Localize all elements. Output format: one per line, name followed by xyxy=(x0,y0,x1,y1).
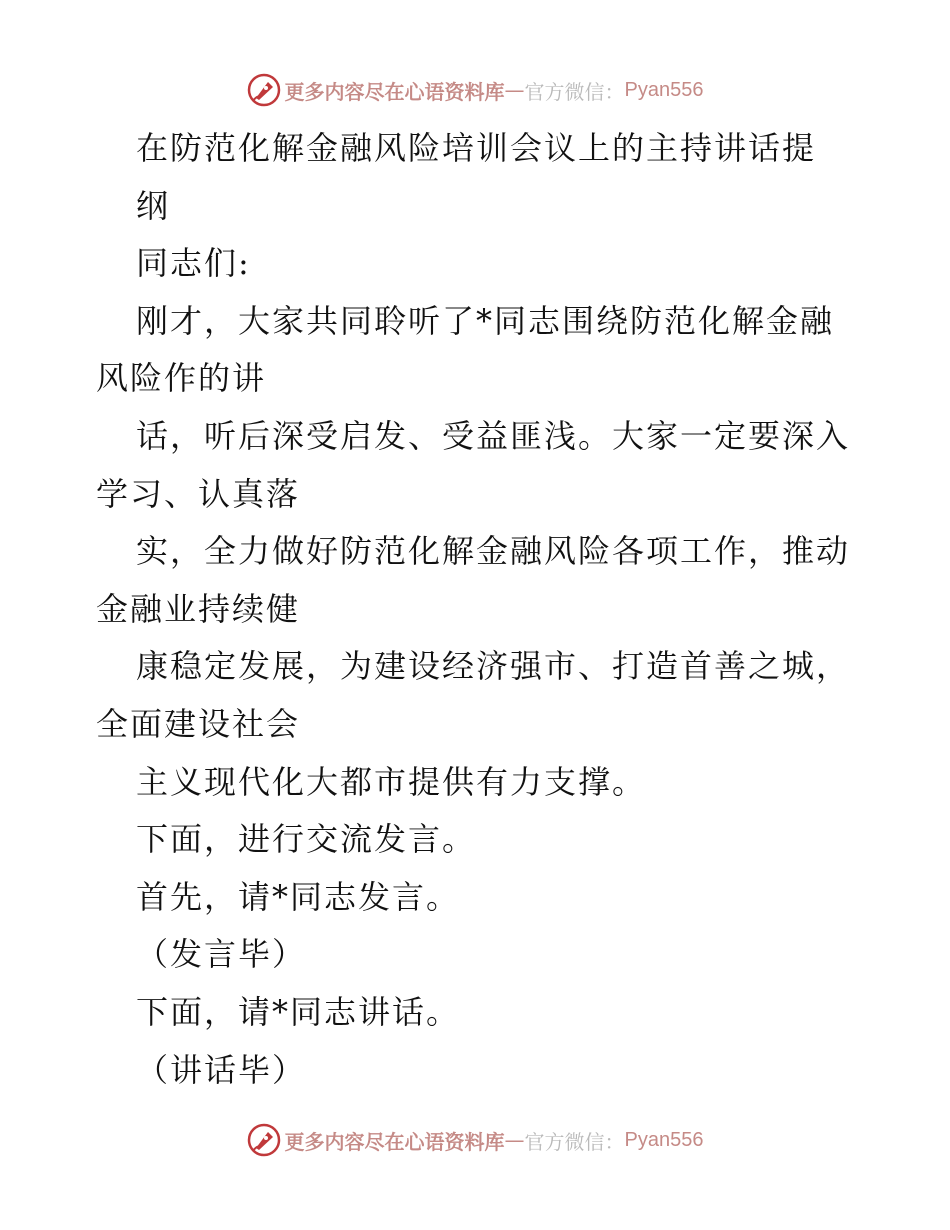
banner-wechat-label: 官方微信： xyxy=(524,79,625,104)
paragraph-line: 首先，请*同志发言。 xyxy=(136,877,461,916)
banner-wechat-handle: Pyan556 xyxy=(624,1128,704,1151)
pen-nib-logo-icon xyxy=(247,1123,281,1157)
banner-site-text: 更多内容尽在心语资料库 xyxy=(284,79,505,104)
banner-wechat-label: 官方微信： xyxy=(524,1129,625,1154)
paragraph-line: 刚才，大家共同聆听了*同志围绕防范化解金融 xyxy=(136,301,835,340)
footer-banner xyxy=(0,1120,950,1160)
pen-nib-logo-icon xyxy=(247,73,281,107)
paragraph-line: 实，全力做好防范化解金融风险各项工作，推动 xyxy=(136,532,851,571)
paragraph-line: 下面，进行交流发言。 xyxy=(136,820,477,859)
banner-wechat-handle: Pyan556 xyxy=(624,78,704,101)
paragraph-line: 康稳定发展，为建设经济强市、打造首善之城， xyxy=(136,647,851,686)
document-title-line-1: 在防范化解金融风险培训会议上的主持讲话提 xyxy=(136,129,817,167)
paragraph-line: 学习、认真落 xyxy=(96,474,301,513)
paragraph-line: 全面建设社会 xyxy=(96,704,301,743)
header-banner xyxy=(0,70,950,110)
banner-dash: — xyxy=(504,1128,525,1152)
paragraph-line: 下面，请*同志讲话。 xyxy=(136,992,461,1031)
salutation: 同志们: xyxy=(136,244,251,283)
paragraph-line: 话，听后深受启发、受益匪浅。大家一定要深入 xyxy=(136,416,851,455)
paragraph-line: 金融业持续健 xyxy=(96,589,301,628)
document-title-line-2: 纲 xyxy=(136,186,171,225)
document-body xyxy=(96,120,876,1099)
banner-site-text: 更多内容尽在心语资料库 xyxy=(284,1129,505,1154)
stage-note: （发言毕） xyxy=(136,935,307,974)
banner-dash: — xyxy=(504,78,525,102)
paragraph-line: 主义现代化大都市提供有力支撑。 xyxy=(136,762,647,801)
stage-note: （讲话毕） xyxy=(136,1050,307,1089)
paragraph-line: 风险作的讲 xyxy=(96,359,267,398)
